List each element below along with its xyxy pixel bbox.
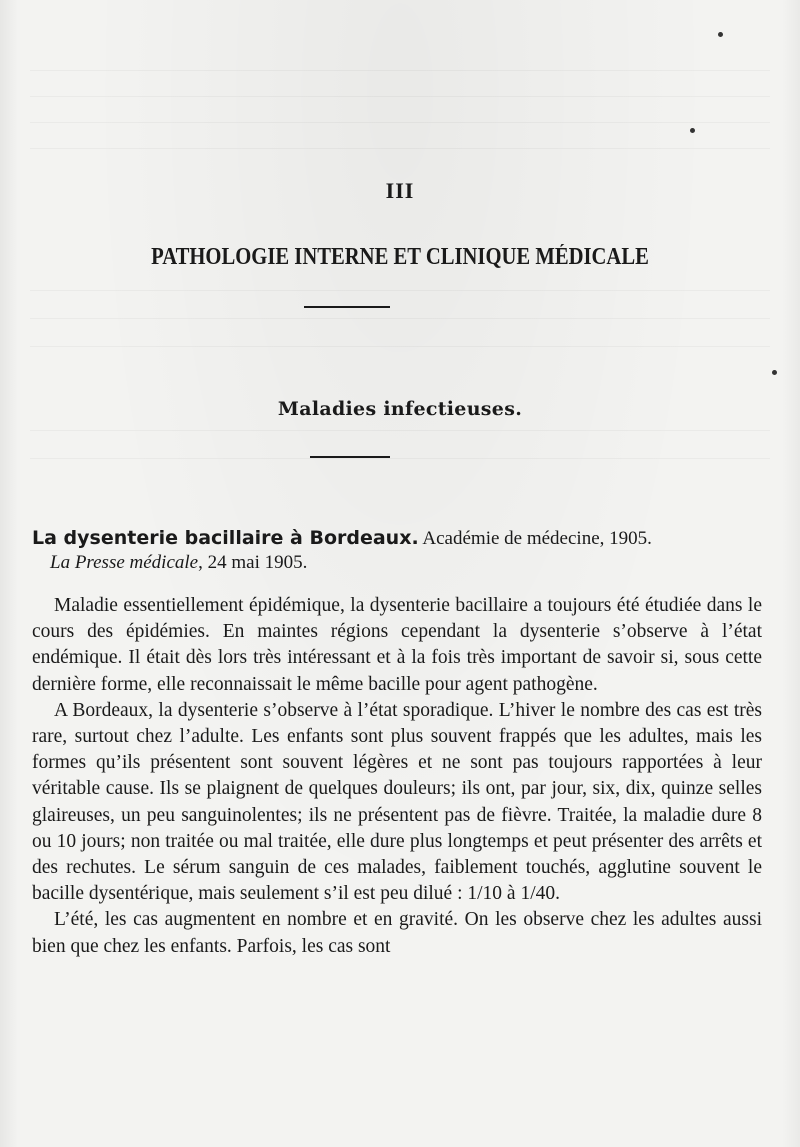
reference-journal: La Presse médicale xyxy=(50,552,199,573)
scan-speck xyxy=(690,128,695,133)
section-title: Maladies infectieuses. xyxy=(277,398,523,420)
paragraph: A Bordeaux, la dysenterie s’observe à l’état sporadique. L’hiver le nombre des cas est très rare, surtout chez l’adulte. Les enfants sont plus souvent frappés que les adultes, mais les formes qu’ils présentent sont souvent légères et ne sont pas toujours rapportées à leur véritable cause. Ils se plaignent de quelques douleurs; ils ont, par jour, six, dix, quinze selles glaireuses, un peu sanguinolentes; ils ne présentent pas de fièvre. Traitée, la maladie dure 8 ou 10 jours; non traitée ou mal traitée, elle dure plus longtemps et peut présenter des arrêts et des rechutes. Le sérum sanguin de ces malades, faiblement touchés, agglutine souvent le bacille dysentérique, mais seulement s’il est peu dilué : 1/10 à 1/40. xyxy=(32,699,762,905)
paragraph: L’été, les cas augmentent en nombre et en gravité. On les observe chez les adultes aussi bien que chez les enfants. Parfois, les cas sont xyxy=(32,909,762,957)
paragraph: Maladie essentiellement épidémique, la dysenterie bacillaire a toujours été étudiée dans le cours des épidémies. En maintes régions cependant la dysenterie s’observe à l’état endémique. Il était dès lors très intéressant et à la fois très important de savoir si, sous cette dernière forme, elle reconnaissait le même bacille pour agent pathogène. xyxy=(32,595,762,695)
show-through-line xyxy=(30,458,770,459)
scan-speck xyxy=(772,370,777,375)
show-through-line xyxy=(30,70,770,71)
reference-journal-line xyxy=(32,551,762,575)
show-through-line xyxy=(30,430,770,431)
show-through-line xyxy=(30,290,770,291)
show-through-line xyxy=(30,346,770,347)
show-through-line xyxy=(30,318,770,319)
chapter-title: PATHOLOGIE INTERNE ET CLINIQUE MÉDICALE xyxy=(151,244,649,270)
reference-venue: Académie de médecine, 1905. xyxy=(422,528,652,549)
article-body xyxy=(32,593,762,960)
show-through-line xyxy=(30,96,770,97)
show-through-line xyxy=(30,122,770,123)
reference-date: , 24 mai 1905. xyxy=(198,552,308,573)
chapter-number: III xyxy=(385,178,415,203)
reference-title: La dysenterie bacillaire à Bordeaux. xyxy=(32,527,419,549)
section-rule xyxy=(310,456,390,458)
scan-speck xyxy=(718,32,723,37)
show-through-line xyxy=(30,148,770,149)
bibliographic-reference xyxy=(32,526,762,575)
title-rule xyxy=(304,306,390,308)
